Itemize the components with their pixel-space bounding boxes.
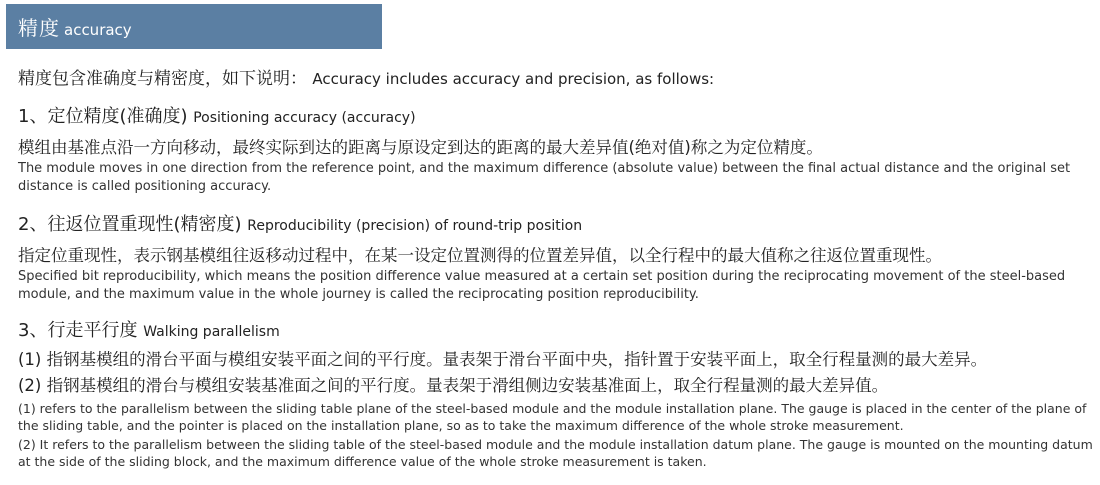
intro-zh: 精度包含准确度与精密度，如下说明： — [18, 69, 307, 89]
section-2-text-zh: 指定位重现性，表示钢基模组往返移动过程中，在某一设定位置测得的位置差异值，以全行程中的最大值称之往返位置重现性。 — [18, 246, 942, 265]
intro-en: Accuracy includes accuracy and precision, as follows: — [312, 70, 715, 88]
intro-line — [18, 64, 714, 89]
section-3-heading-en: Walking parallelism — [143, 324, 280, 340]
section-3-heading-zh: 3、行走平行度 — [18, 320, 138, 341]
section-header-banner — [6, 4, 382, 49]
section-3-item-2-en: (2) It refers to the parallelism between the sliding table of the steel-based module and the module installation datum plane. The gauge is mounted on the mounting datum at the side of the sliding block, and the maximum difference value of the whole stroke measurement is taken. — [18, 437, 1093, 469]
section-3-heading — [18, 316, 280, 342]
section-1-text-en: The module moves in one direction from the reference point, and the maximum difference (absolute value) between the final actual distance and the original set distance is called positioning accuracy. — [18, 161, 1071, 194]
section-3-item-2-zh: (2) 指钢基模组的滑台与模组安装基准面之间的平行度。量表架于滑组侧边安装基准面上，取全行程量测的最大差异值。 — [18, 376, 889, 395]
section-2-heading-zh: 2、往返位置重现性(精密度) — [18, 214, 242, 235]
section-2-heading — [18, 210, 582, 236]
header-title-en: accuracy — [64, 20, 132, 39]
section-2-text-en: Specified bit reproducibility, which means the position difference value measured at a certain set position during the reciprocating movement of the steel-based module, and the maximum value in the whole journey is called the reciprocating position reproducibility. — [18, 269, 1066, 302]
section-1-heading-en: Positioning accuracy (accuracy) — [193, 110, 416, 126]
section-1-heading — [18, 102, 416, 128]
section-2-heading-en: Reproducibility (precision) of round-trip position — [247, 218, 583, 234]
section-3-item-1-zh: (1) 指钢基模组的滑台平面与模组安装平面之间的平行度。量表架于滑台平面中央，指针置于安装平面上，取全行程量测的最大差异。 — [18, 350, 988, 369]
section-1-heading-zh: 1、定位精度(准确度) — [18, 106, 188, 127]
section-3-item-1-en: (1) refers to the parallelism between the sliding table plane of the steel-based module and the module installation plane. The gauge is placed in the center of the plane of the sliding table, and the pointer is placed on the installation plane, so as to take the maximum difference of the whole stroke measurement. — [18, 401, 1087, 433]
header-title-zh: 精度 — [18, 16, 60, 40]
section-1-text-zh: 模组由基准点沿一方向移动，最终实际到达的距离与原设定到达的距离的最大差异值(绝对值)称之为定位精度。 — [18, 138, 823, 157]
